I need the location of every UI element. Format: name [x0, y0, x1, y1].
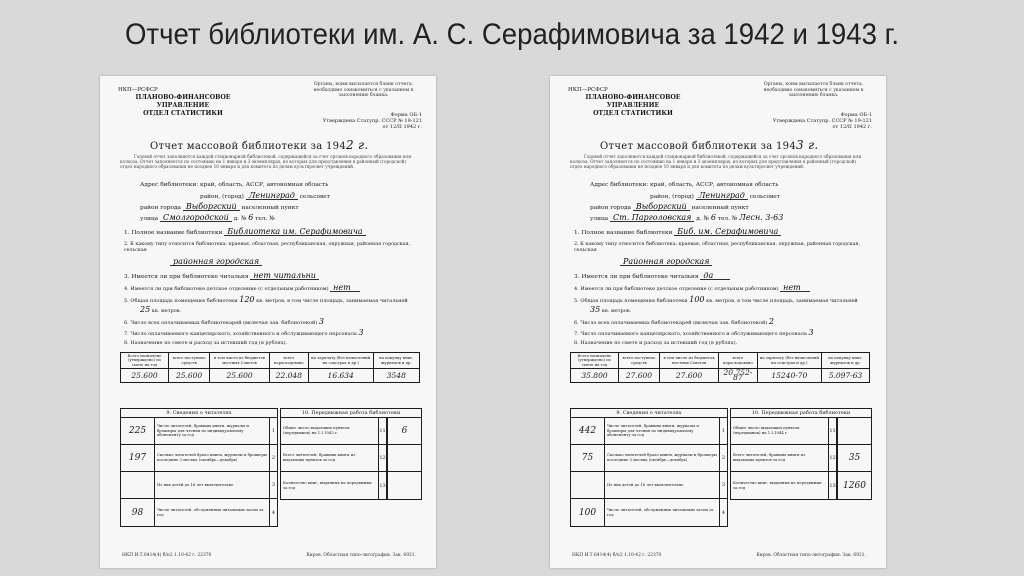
row-value-handwritten: 1260 — [837, 472, 871, 499]
q6-value: 3 — [318, 317, 324, 326]
budget-value-cell: 3548 — [373, 369, 419, 383]
row-value-handwritten — [837, 418, 871, 444]
street-row — [140, 214, 275, 223]
row-index: 1 — [719, 418, 727, 444]
agency-line-1: НКП—РСФСР — [568, 87, 608, 93]
house-value: 6 — [710, 213, 716, 222]
row-text: Число читателей, обслуженных читальным залом за год — [607, 506, 714, 517]
q2-label: 2. К какому типу относится библиотека: краевая, областная, республиканская, окружная, районная городская, сельская — [574, 242, 861, 253]
district-value: Ленинград — [246, 192, 298, 200]
budget-header-cell: всего израсходовано — [719, 353, 758, 369]
print-footer — [122, 553, 416, 558]
row-index: 4 — [269, 499, 277, 526]
budget-header-cell: на покупку книг, журналов и др. — [821, 353, 869, 369]
budget-table-header — [121, 353, 420, 369]
q4-label: 4. Имеется ли при библиотеке детское отделение (с отдельным работником) — [574, 286, 779, 292]
city-district-row — [140, 203, 299, 212]
q3-label: 3. Имеется ли при библиотеке читальня — [124, 274, 249, 280]
budget-table-row — [121, 369, 420, 383]
row-index: 13 — [379, 472, 387, 499]
budget-value-cell: 27.600 — [659, 369, 718, 383]
row-value-handwritten — [387, 445, 421, 471]
row-index: 12 — [379, 445, 387, 471]
section-row — [571, 445, 727, 472]
form-number — [772, 112, 872, 130]
street-label: улица — [590, 216, 609, 222]
street-value: Смолгородской — [160, 214, 232, 222]
city-district-value: Выборгский — [633, 203, 690, 211]
city-district-label: район города — [590, 205, 631, 211]
report-year-handwritten: 3 г. — [796, 138, 819, 152]
q1-row — [574, 228, 781, 237]
q5-value: 120 — [239, 295, 255, 304]
budget-header-cell: на зарплату (без начислений на соцстрах и др.) — [308, 353, 373, 369]
report-1942-scan — [100, 76, 436, 568]
row-text: Число читателей, обслуженных читальным залом за год — [157, 506, 264, 517]
q4-label: 4. Имеется ли при библиотеке детское отделение (с отдельным работником) — [124, 286, 329, 292]
row-value-handwritten: 442 — [571, 418, 605, 444]
q2-value: Районная городская — [620, 258, 712, 266]
section-row — [121, 472, 277, 499]
budget-header-cell: в том числе из бюджетов местных Советов — [659, 353, 718, 369]
q7-value: 3 — [358, 328, 364, 337]
q3-row — [574, 272, 730, 281]
budget-value-cell: 5.097-63 — [821, 369, 869, 383]
report-title — [150, 138, 369, 152]
section-row — [571, 418, 727, 445]
row-text: Сколько читателей брало книги, журналы и брошюры последние 3 месяца (октябрь—декабрь) — [157, 452, 267, 462]
q5-label: 5. Общая площадь помещения библиотеки — [124, 298, 238, 304]
street-value: Ст. Парголовская — [610, 214, 694, 222]
agency-line-1: НКП—РСФСР — [118, 87, 158, 93]
q6-row — [574, 318, 774, 327]
row-value-handwritten — [387, 472, 421, 499]
district-value: Ленинград — [696, 192, 748, 200]
q6-label: 6. Число всех оплачиваемых библиотекарей (включая зав. библиотекой) — [124, 320, 318, 326]
row-index: 4 — [719, 499, 727, 526]
footer-right: Киров. Областная типо-литография. Зак. 6921. — [756, 553, 866, 558]
district-label: район, (город) — [650, 194, 694, 200]
section-row — [121, 445, 277, 472]
row-index: 11 — [379, 418, 387, 444]
readers-section — [120, 408, 278, 527]
budget-header-cell: в том числе из бюджетов местных Советов — [210, 353, 270, 369]
row-index: 11 — [829, 418, 837, 444]
q6-value: 2 — [768, 317, 774, 326]
budget-value-cell: 25.600 — [169, 369, 210, 383]
budget-header-cell: всего израсходовано — [269, 353, 308, 369]
q3-row — [124, 272, 319, 281]
q5b-row — [140, 306, 181, 315]
row-text: Из них детей до 16 лет включительно — [607, 481, 684, 487]
budget-value-cell: 27.600 — [619, 369, 660, 383]
agency-line-2: ПЛАНОВО-ФИНАНСОВОЕ УПРАВЛЕНИЕ — [585, 94, 681, 109]
phone-label: тел. № — [255, 216, 275, 222]
agency-header — [568, 86, 698, 118]
form-number — [322, 112, 422, 130]
form-code: Форма ОБ-1 — [390, 112, 422, 118]
row-value-handwritten — [571, 472, 605, 498]
report-title-text: Отчет массовой библиотеки за 194 — [600, 141, 796, 152]
mobile-work-section-title: 10. Передвижная работа библиотеки — [731, 409, 871, 418]
q4-value: нет — [330, 284, 360, 292]
slide-title: Отчет библиотеки им. А. С. Серафимовича за 1942 и 1943 г. — [124, 18, 900, 51]
village-label: сельсовет — [749, 194, 780, 200]
row-text: Сколько читателей брало книги, журналы и брошюры последние 3 месяца (октябрь—декабрь) — [607, 452, 717, 462]
row-value-handwritten: 35 — [837, 445, 871, 471]
q5b-suffix: кв. метров. — [151, 308, 182, 314]
readers-section — [570, 408, 728, 527]
budget-value-cell: 20.752-87 — [719, 369, 758, 383]
phone-value: Лесн. 3-63 — [739, 213, 784, 222]
district-label: район, (город) — [200, 194, 244, 200]
report-title — [600, 138, 819, 152]
section-row — [571, 472, 727, 499]
print-footer — [572, 553, 866, 558]
readers-section-title: 9. Сведения о читателях — [571, 409, 727, 418]
q1-label: 1. Полное название библиотеки — [124, 230, 223, 236]
q7-row — [124, 329, 364, 338]
budget-table-row — [571, 369, 870, 383]
section-row — [731, 472, 871, 499]
q5-row — [124, 296, 408, 305]
q2-label: 2. К какому типу относится библиотека: краевая, областная, республиканская, окружная, районная городская, сельская — [124, 242, 411, 253]
budget-table-header — [571, 353, 870, 369]
agency-header — [118, 86, 248, 118]
q5-suffix: кв. метров, в том числе площадь, занимаемая читальней — [256, 298, 408, 304]
row-index: 2 — [269, 445, 277, 471]
settlement-label: населенный пункт — [241, 205, 299, 211]
section-row — [121, 418, 277, 445]
row-index: 2 — [719, 445, 727, 471]
row-value-handwritten: 225 — [121, 418, 155, 444]
address-label: Адрес библиотеки: край, область, АССР, автономная область — [590, 182, 779, 188]
budget-header-cell: на покупку книг, журналов и др. — [373, 353, 419, 369]
mobile-work-section — [730, 408, 872, 500]
budget-header-cell: всего поступило средств — [169, 353, 210, 369]
q5-label: 5. Общая площадь помещения библиотеки — [574, 298, 688, 304]
row-text: Общее число выдающих пунктов (передвижек) на 1.I.1943 г. — [281, 418, 379, 444]
q7-value: 3 — [808, 328, 814, 337]
q5-suffix: кв. метров, в том числе площадь, занимаемая читальней — [706, 298, 858, 304]
city-district-row — [590, 203, 749, 212]
q2-row — [170, 258, 262, 267]
form-code: Форма ОБ-1 — [840, 112, 872, 118]
approval-note: Утверждена Статупр. СССР № 19-121 от 12/II 1942 г. — [322, 118, 422, 130]
agency-line-2: ПЛАНОВО-ФИНАНСОВОЕ УПРАВЛЕНИЕ — [135, 94, 231, 109]
row-value-handwritten: 197 — [121, 445, 155, 471]
q4-row — [574, 284, 810, 293]
q5b-value: 35 — [590, 305, 601, 314]
agency-line-3: ОТДЕЛ СТАТИСТИКИ — [593, 110, 673, 117]
q5b-row — [590, 306, 631, 315]
budget-table — [570, 352, 870, 383]
row-index: 3 — [269, 472, 277, 498]
district-row — [200, 192, 330, 201]
city-district-value: Выборгский — [183, 203, 240, 211]
budget-table — [120, 352, 420, 383]
q2-row — [620, 258, 712, 267]
q7-label: 7. Число оплачиваемого канцелярского, хозяйственного и обслуживающего персонала — [574, 331, 807, 337]
readers-section-title: 9. Сведения о читателях — [121, 409, 277, 418]
budget-value-cell: 25.600 — [210, 369, 270, 383]
q7-label: 7. Число оплачиваемого канцелярского, хозяйственного и обслуживающего персонала — [124, 331, 357, 337]
budget-header-cell: на зарплату (без начислений на соцстрах и др.) — [757, 353, 821, 369]
q1-row — [124, 228, 366, 237]
row-text: Общее число выдающих пунктов (передвижек) на 1.I.1944 г. — [731, 418, 829, 444]
q4-value: нет — [780, 284, 810, 292]
row-value-handwritten — [121, 472, 155, 498]
distribution-note: Органы, коим высылается бланк отчета, необходимо ознакомиться с указанием к заполнению бланка. — [313, 82, 414, 99]
q7-row — [574, 329, 814, 338]
section-row — [571, 499, 727, 526]
q5b-value: 25 — [140, 305, 151, 314]
q1-value: Биб. им. Серафимовича — [674, 228, 781, 236]
row-value-handwritten: 6 — [387, 418, 421, 444]
row-text: Количество книг, выданных на передвижки за год — [281, 472, 379, 499]
row-text: Всего читателей, бравших книги из выдающих пунктов за год — [731, 445, 829, 471]
q8-label: 8. Назначение по смете и расход за истекший год (в рублях). — [124, 340, 288, 346]
settlement-label: населенный пункт — [691, 205, 749, 211]
q3-value: нет читальни — [250, 272, 319, 280]
budget-header-cell: Всего назначено (утверждено) по смете на год — [571, 353, 619, 369]
section-row — [281, 445, 421, 472]
report-year-handwritten: 2 г. — [346, 138, 369, 152]
row-text: Всего читателей, бравших книги из выдающих пунктов за год — [281, 445, 379, 471]
house-value: 6 — [248, 213, 254, 222]
q6-row — [124, 318, 324, 327]
row-index: 12 — [829, 445, 837, 471]
q6-label: 6. Число всех оплачиваемых библиотекарей (включая зав. библиотекой) — [574, 320, 768, 326]
section-row — [281, 472, 421, 499]
row-index: 13 — [829, 472, 837, 499]
q5-row — [574, 296, 858, 305]
agency-line-3: ОТДЕЛ СТАТИСТИКИ — [143, 110, 223, 117]
mobile-work-section-title: 10. Передвижная работа библиотеки — [281, 409, 421, 418]
q5b-suffix: кв. метров. — [601, 308, 632, 314]
distribution-note: Органы, коим высылается бланк отчета, необходимо ознакомиться с указанием к заполнению бланка. — [763, 82, 864, 99]
house-label: д. № — [696, 216, 710, 222]
street-label: улица — [140, 216, 159, 222]
row-value-handwritten: 100 — [571, 499, 605, 526]
section-row — [731, 445, 871, 472]
row-text: Из них детей до 16 лет включительно — [157, 481, 234, 487]
district-row — [650, 192, 780, 201]
budget-value-cell: 22.048 — [269, 369, 308, 383]
footer-right: Киров. Областная типо-литография. Зак. 6921. — [306, 553, 416, 558]
section-row — [281, 418, 421, 445]
budget-value-cell: 35.800 — [571, 369, 619, 383]
q3-label: 3. Имеется ли при библиотеке читальня — [574, 274, 699, 280]
q1-value: Библиотека им. Серафимовича — [224, 228, 365, 236]
section-row — [731, 418, 871, 445]
q8-label: 8. Назначение по смете и расход за истекший год (в рублях). — [574, 340, 738, 346]
q1-label: 1. Полное название библиотеки — [574, 230, 673, 236]
section-row — [121, 499, 277, 526]
house-label: д. № — [233, 216, 247, 222]
row-index: 1 — [269, 418, 277, 444]
row-text: Число читателей, бравших книги, журналы и брошюры для чтения по индивидуальному абонементу за год — [157, 423, 249, 438]
row-index: 3 — [719, 472, 727, 498]
budget-value-cell: 25.600 — [121, 369, 169, 383]
row-text: Количество книг, выданных на передвижки за год — [731, 472, 829, 499]
row-value-handwritten: 98 — [121, 499, 155, 526]
row-value-handwritten: 75 — [571, 445, 605, 471]
q2-value: районная городская — [170, 258, 262, 266]
budget-header-cell: Всего назначено (утверждено) по смете на год — [121, 353, 169, 369]
q4-row — [124, 284, 360, 293]
budget-value-cell: 16.634 — [308, 369, 373, 383]
q5-value: 100 — [689, 295, 705, 304]
village-label: сельсовет — [299, 194, 330, 200]
budget-value-cell: 15240-70 — [757, 369, 821, 383]
instructions-text: Годовой отчет заполняется каждой стационарной библиотекой, содержащейся за счет органов народного образования или колхоза. Отчет заполняется по состоянию на 1 января и 3 экземплярах, из которых для представления в районный (городской) отдел народного образования не позднее 10 января и для комитета по делам культпросвет учреждений. — [120, 154, 412, 170]
budget-header-cell: всего поступило средств — [619, 353, 660, 369]
mobile-work-section — [280, 408, 422, 500]
phone-label: тел. № — [717, 216, 738, 222]
footer-left: НКП И.Т.6414(4) б/п2 1.10-42 г. 22370 — [572, 553, 662, 558]
street-row — [590, 214, 783, 223]
row-text: Число читателей, бравших книги, журналы и брошюры для чтения по индивидуальному абонементу за год — [607, 423, 699, 438]
report-1943-scan — [550, 76, 886, 568]
instructions-text: Годовой отчет заполняется каждой стационарной библиотекой, содержащейся за счет органов народного образования или колхоза. Отчет заполняется по состоянию на 1 января и 3 экземплярах, из которых для представления в районный (городской) отдел народного образования не позднее 10 января и для комитета по делам культпросвет учреждений. — [570, 154, 862, 170]
city-district-label: район города — [140, 205, 181, 211]
report-title-text: Отчет массовой библиотеки за 194 — [150, 141, 346, 152]
address-label: Адрес библиотеки: край, область, АССР, автономная область — [140, 182, 329, 188]
approval-note: Утверждена Статупр. СССР № 19-121 от 12/II 1942 г. — [772, 118, 872, 130]
footer-left: НКП И.Т.6414(4) б/п2 1.10-42 г. 22370 — [122, 553, 212, 558]
q3-value: да — [700, 272, 730, 280]
